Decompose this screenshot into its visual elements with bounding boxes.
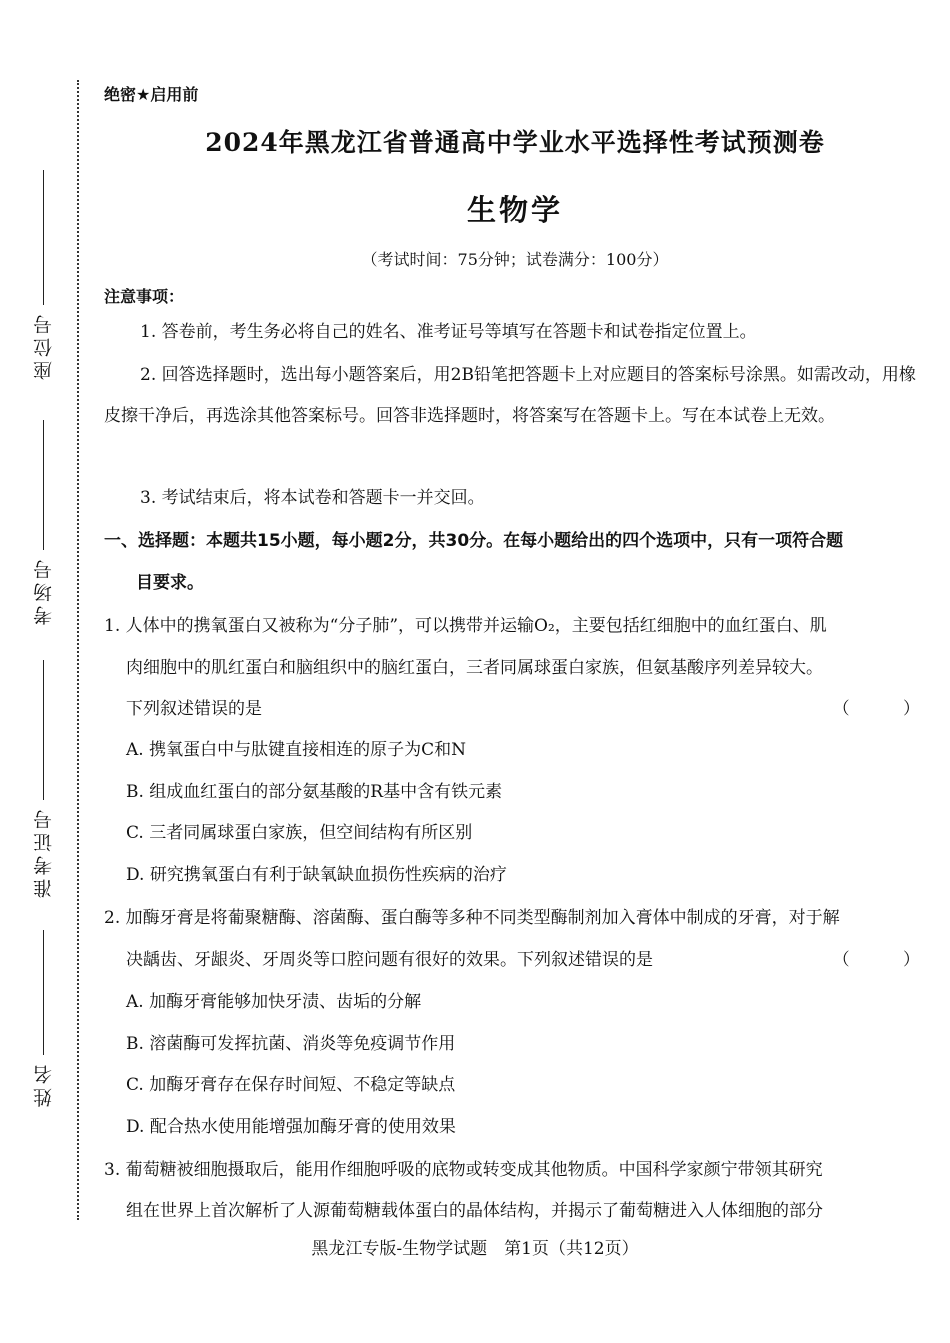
q2-option-b: B. 溶菌酶可发挥抗菌、消炎等免疫调节作用 xyxy=(126,1034,456,1054)
admission-number-field[interactable] xyxy=(18,660,68,898)
q2-answer-bracket[interactable]: （ ） xyxy=(832,950,944,970)
q1-option-a: A. 携氧蛋白中与肽键直接相连的原子为C和N xyxy=(126,740,466,760)
seat-number-field[interactable] xyxy=(18,170,68,380)
confidential-label: 绝密★启用前 xyxy=(104,85,199,104)
q3-stem-line-2: 组在世界上首次解析了人源葡萄糖载体蛋白的晶体结构，并揭示了葡萄糖进入人体细胞的部分 xyxy=(126,1201,823,1221)
q2-option-c: C. 加酶牙膏存在保存时间短、不稳定等缺点 xyxy=(126,1075,456,1095)
q1-option-c: C. 三者同属球蛋白家族，但空间结构有所区别 xyxy=(126,823,473,843)
admission-number-blank[interactable] xyxy=(43,660,44,800)
admission-number-label: 准考证号 xyxy=(32,806,55,898)
name-blank[interactable] xyxy=(43,930,44,1055)
seat-number-label: 座位号 xyxy=(32,311,55,380)
q1-stem-text: 下列叙述错误的是 xyxy=(126,699,262,719)
exam-room-blank[interactable] xyxy=(43,420,44,550)
seat-number-blank[interactable] xyxy=(43,170,44,305)
section-heading xyxy=(104,520,926,604)
q2-stem-line-1: 2. 加酶牙膏是将葡聚糖酶、溶菌酶、蛋白酶等多种不同类型酶制剂加入膏体中制成的牙膏，对于解 xyxy=(104,908,840,928)
notice-heading: 注意事项： xyxy=(104,287,185,306)
notice-item-3: 3. 考试结束后，将本试卷和答题卡一并交回。 xyxy=(140,488,485,508)
exam-room-label: 考场号 xyxy=(32,556,55,625)
page-footer: 黑龙江专版-生物学试题 第1页（共12页） xyxy=(311,1239,639,1259)
binding-dotted-line xyxy=(77,80,79,1220)
q1-option-b: B. 组成血红蛋白的部分氨基酸的R基中含有铁元素 xyxy=(126,782,503,802)
q2-stem-text: 决龋齿、牙龈炎、牙周炎等口腔问题有很好的效果。下列叙述错误的是 xyxy=(126,950,653,970)
subject-title: 生物学 xyxy=(466,193,563,227)
q3-stem-line-1: 3. 葡萄糖被细胞摄取后，能用作细胞呼吸的底物或转变成其他物质。中国科学家颜宁带领其研究 xyxy=(104,1160,823,1180)
q1-stem-line-1: 1. 人体中的携氧蛋白又被称为“分子肺”，可以携带并运输O₂，主要包括红细胞中的血红蛋白、肌 xyxy=(104,616,827,636)
q1-stem-line-3 xyxy=(104,688,948,730)
q1-answer-bracket[interactable]: （ ） xyxy=(832,699,944,719)
section-heading-line-1: 一、选择题：本题共15小题，每小题2分，共30分。在每小题给出的四个选项中，只有一项符合题 xyxy=(104,531,844,551)
q2-option-d: D. 配合热水使用能增强加酶牙膏的使用效果 xyxy=(126,1117,456,1137)
q2-stem-line-2 xyxy=(104,939,948,981)
q1-stem-line-2: 肉细胞中的肌红蛋白和脑组织中的脑红蛋白，三者同属球蛋白家族，但氨基酸序列差异较大。 xyxy=(126,658,823,678)
exam-room-field[interactable] xyxy=(18,420,68,625)
q2-option-a: A. 加酶牙膏能够加快牙渍、齿垢的分解 xyxy=(126,992,422,1012)
q1-option-d: D. 研究携氧蛋白有利于缺氧缺血损伤性疾病的治疗 xyxy=(126,865,507,885)
exam-info: （考试时间：75分钟；试卷满分：100分） xyxy=(361,250,669,269)
name-label: 姓名 xyxy=(32,1061,55,1107)
section-heading-line-2: 目要求。 xyxy=(136,573,204,593)
notice-item-2: 2. 回答选择题时，选出每小题答案后，用2B铅笔把答题卡上对应题目的答案标号涂黑。如需改动，用橡皮擦干净后，再选涂其他答案标号。回答非选择题时，将答案写在答题卡上。写在本试卷上无效。 xyxy=(104,365,916,426)
notice-item-1: 1. 答卷前，考生务必将自己的姓名、准考证号等填写在答题卡和试卷指定位置上。 xyxy=(140,322,757,342)
binding-strip xyxy=(0,0,80,1343)
name-field[interactable] xyxy=(18,930,68,1107)
exam-title: 2024年黑龙江省普通高中学业水平选择性考试预测卷 xyxy=(205,128,825,157)
